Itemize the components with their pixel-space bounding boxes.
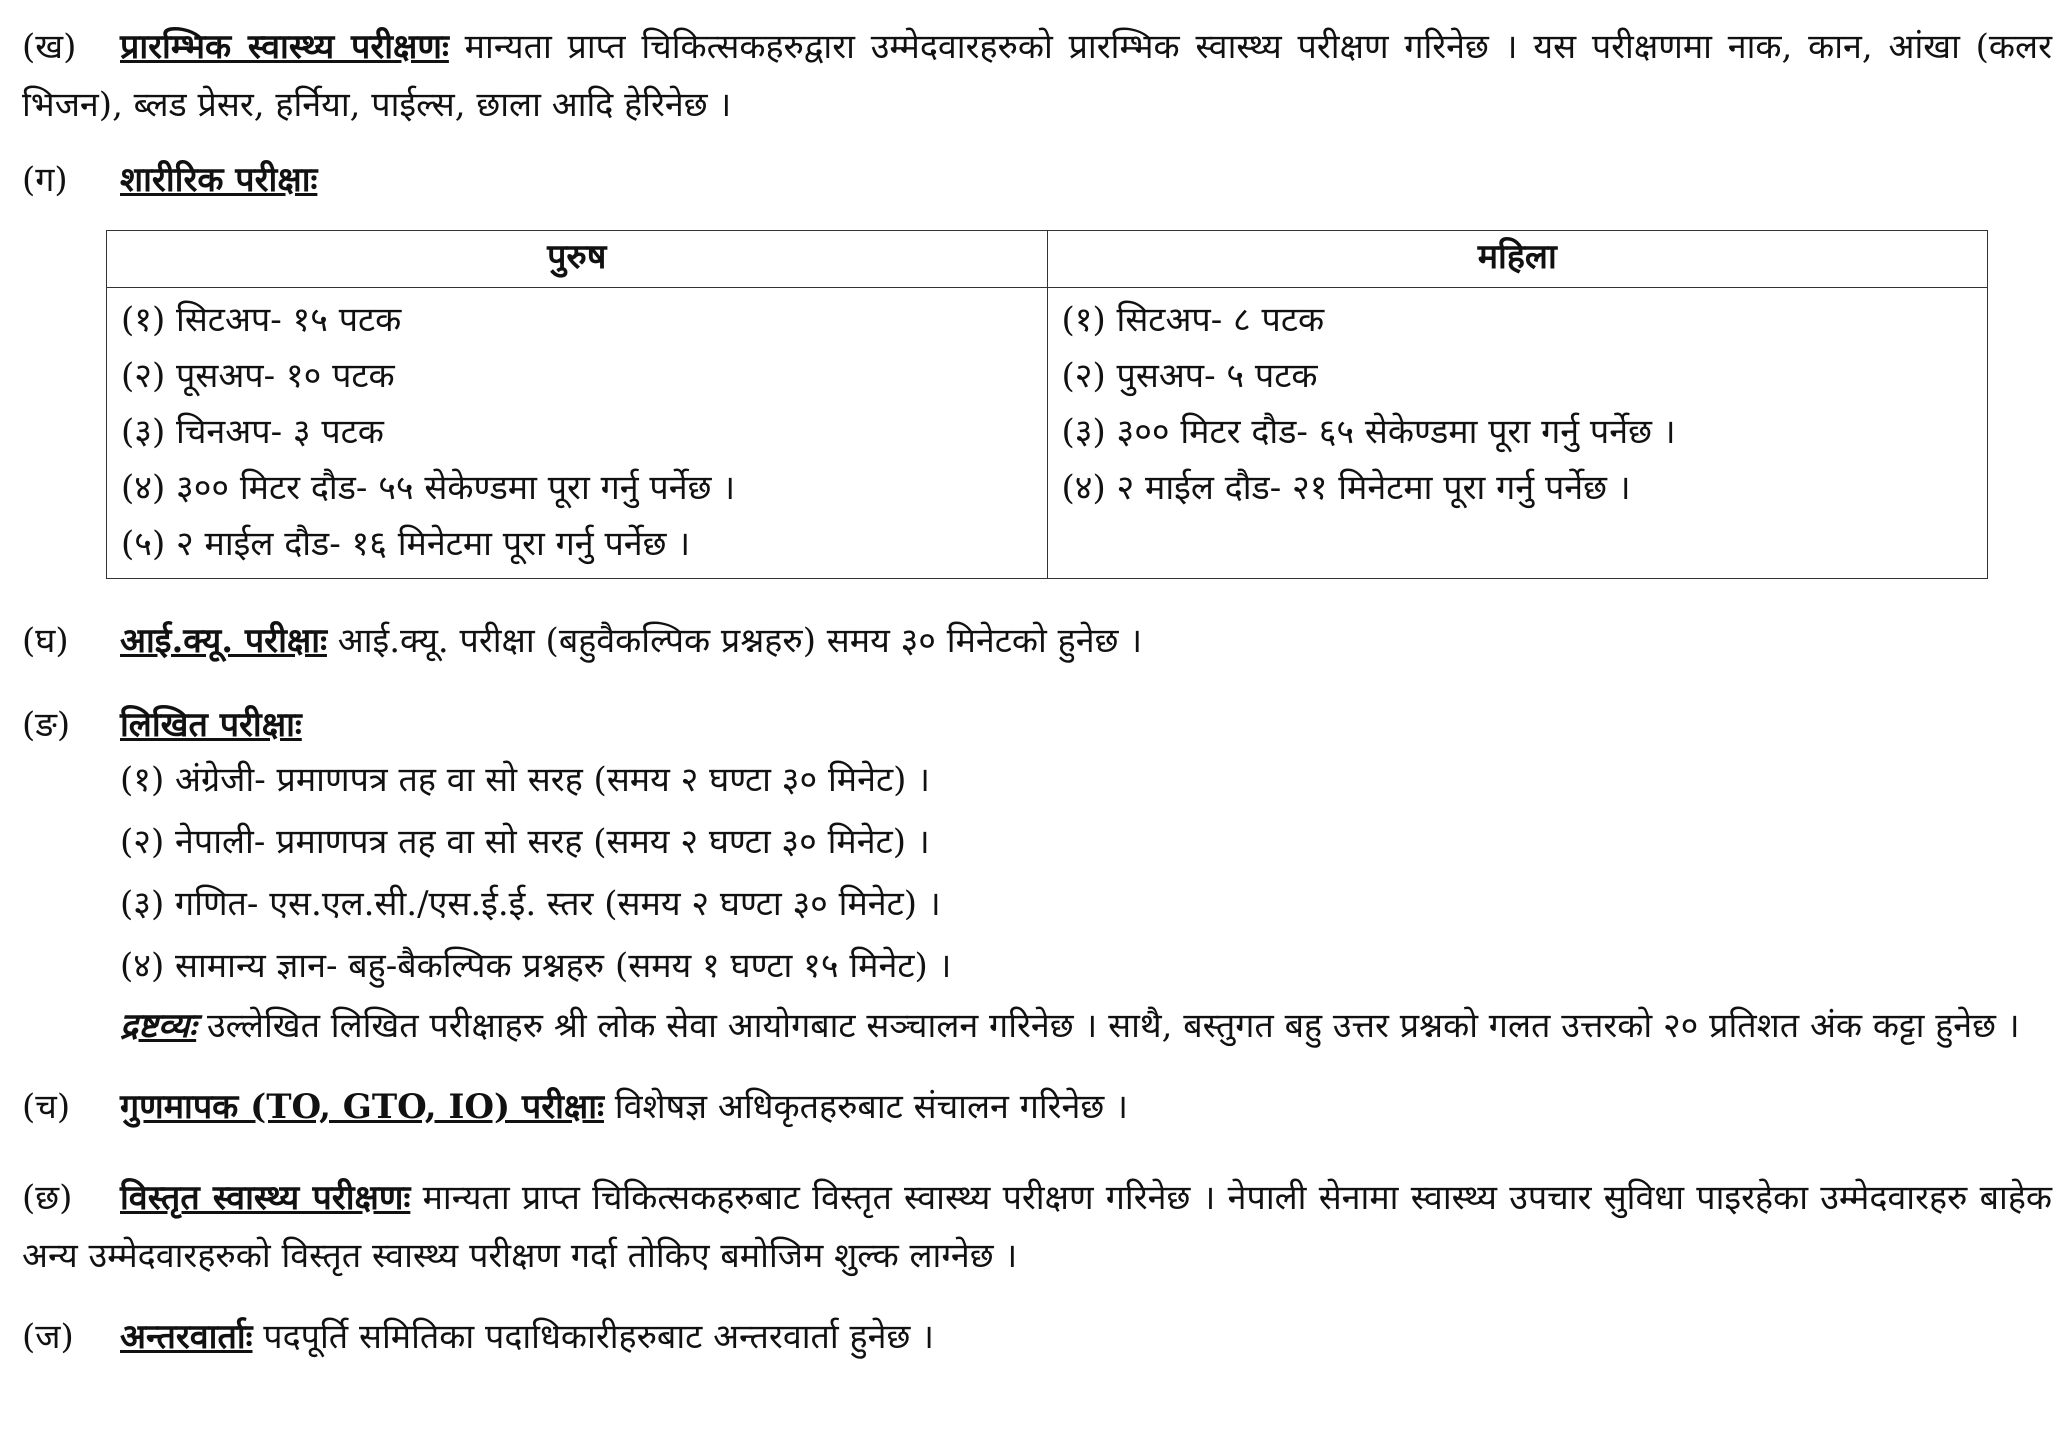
list-item: (२) नेपाली- प्रमाणपत्र तह वा सो सरह (समय २ घण्टा ३० मिनेट) । (120, 821, 930, 862)
table-line: (५) २ माईल दौड- १६ मिनेटमा पूरा गर्नु पर्नेछ । (121, 523, 691, 564)
section-heading: आई.क्यू. परीक्षाः (120, 620, 327, 661)
section-text: पदपूर्ति समितिका पदाधिकारीहरुबाट अन्तरवार्ता हुनेछ । (252, 1316, 934, 1357)
table-line: (४) ३०० मिटर दौड- ५५ सेकेण्डमा पूरा गर्नु पर्नेछ । (121, 467, 736, 508)
note-text: उल्लेखित लिखित परीक्षाहरु श्री लोक सेवा आयोगबाट सञ्चालन गरिनेछ । साथै, बस्तुगत बहु उत्तर प्रश्नको गलत उत्तरको २० प्रतिशत अंक कट्टा हुनेछ । (196, 1005, 2020, 1046)
section-ga (22, 158, 2052, 204)
table-line: (२) पुसअप- ५ पटक (1061, 355, 1318, 396)
section-text: मान्यता प्राप्त चिकित्सकहरुबाट विस्तृत स्वास्थ्य परीक्षण गरिनेछ । नेपाली सेनामा स्वास्थ्य उपचार सुविधा पाइरहेका उम्मेदवारहरु बाहेक अन्य उम्मेदवारहरुको विस्तृत स्वास्थ्य परीक्षण गर्दा तोकिए बमोजिम शुल्क लाग्नेछ । (22, 1177, 2052, 1276)
section-heading: गुणमापक (TO, GTO, IO) परीक्षाः (120, 1086, 604, 1127)
table-line: (१) सिटअप- ८ पटक (1061, 299, 1325, 340)
section-heading: अन्तरवार्ताः (120, 1316, 253, 1357)
section-label: (घ) (22, 620, 69, 661)
section-kha (22, 18, 2052, 134)
section-text: आई.क्यू. परीक्षा (बहुवैकल्पिक प्रश्नहरु) समय ३० मिनेटको हुनेछ । (326, 620, 1143, 661)
section-text: विशेषज्ञ अधिकृतहरुबाट संचालन गरिनेछ । (603, 1086, 1128, 1127)
section-heading: विस्तृत स्वास्थ्य परीक्षणः (120, 1177, 411, 1218)
list-item: (१) अंग्रेजी- प्रमाणपत्र तह वा सो सरह (समय २ घण्टा ३० मिनेट) । (120, 759, 931, 800)
note-heading: द्रष्टव्यः (120, 1005, 197, 1046)
female-requirements (1047, 287, 1988, 578)
section-gha (22, 619, 2052, 665)
section-cha (22, 1085, 2052, 1131)
note (120, 997, 2052, 1055)
male-requirements (107, 287, 1048, 578)
column-header-male: पुरुष (107, 230, 1048, 287)
section-heading: प्रारम्भिक स्वास्थ्य परीक्षणः (120, 27, 449, 67)
section-chha (22, 1169, 2052, 1285)
written-exam-list (22, 749, 2052, 1055)
section-heading: शारीरिक परीक्षाः (120, 160, 318, 200)
section-nga (22, 703, 2052, 749)
table-line: (२) पूसअप- १० पटक (121, 355, 395, 396)
document (22, 18, 2052, 1360)
list-item: (३) गणित- एस.एल.सी./एस.ई.ई. स्तर (समय २ घण्टा ३० मिनेट) । (120, 883, 941, 924)
table-line: (३) चिनअप- ३ पटक (121, 411, 384, 452)
section-heading: लिखित परीक्षाः (120, 704, 302, 745)
section-label: (ग) (22, 160, 68, 200)
section-label: (ज) (22, 1316, 74, 1357)
section-label: (ङ) (22, 704, 71, 745)
section-text: मान्यता प्राप्त चिकित्सकहरुद्वारा उम्मेदवारहरुको प्रारम्भिक स्वास्थ्य परीक्षण गरिनेछ । यस परीक्षणमा नाक, कान, आंखा (कलर भिजन), ब्लड प्रेसर, हर्निया, पाईल्स, छाला आदि हेरिनेछ । (22, 27, 2052, 125)
table-line: (३) ३०० मिटर दौड- ६५ सेकेण्डमा पूरा गर्नु पर्नेछ । (1061, 411, 1676, 452)
section-ja (22, 1315, 2052, 1361)
table-line: (४) २ माईल दौड- २१ मिनेटमा पूरा गर्नु पर्नेछ । (1061, 467, 1631, 508)
section-label: (च) (22, 1086, 71, 1127)
table-line: (१) सिटअप- १५ पटक (121, 299, 402, 340)
physical-test-table (106, 230, 1988, 579)
list-item: (४) सामान्य ज्ञान- बहु-बैकल्पिक प्रश्नहरु (समय १ घण्टा १५ मिनेट) । (120, 945, 952, 986)
section-label: (छ) (22, 1177, 73, 1218)
section-label: (ख) (22, 27, 77, 67)
column-header-female: महिला (1047, 230, 1988, 287)
